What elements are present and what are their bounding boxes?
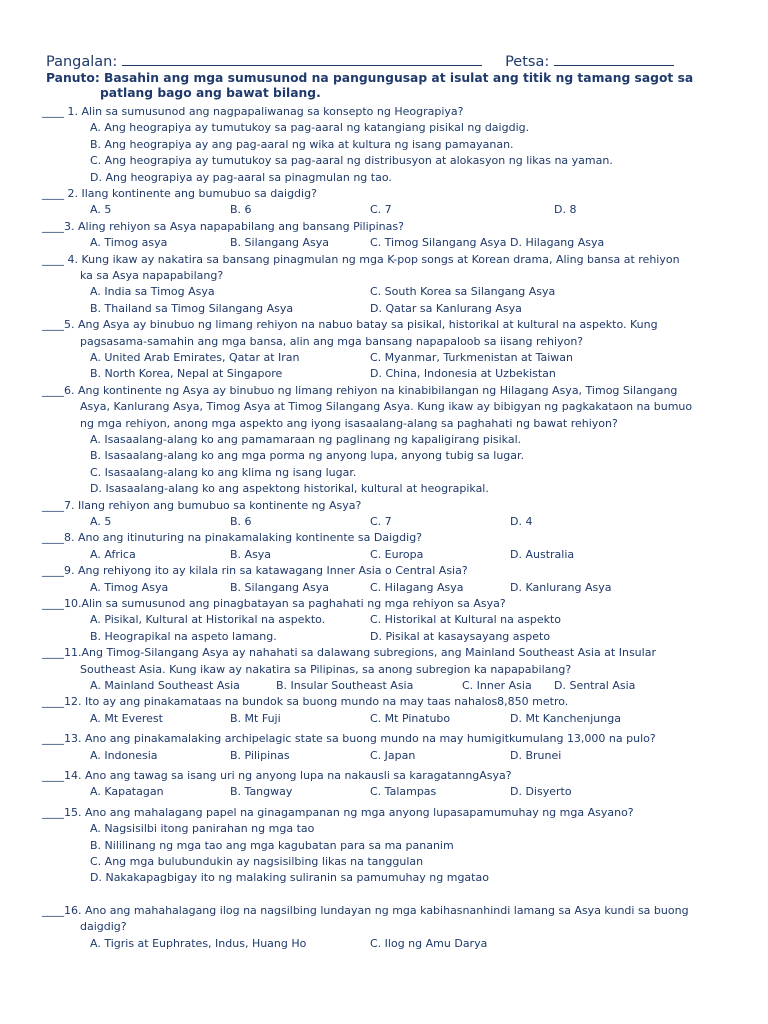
name-label: Pangalan: <box>46 54 118 70</box>
question-6 <box>42 383 742 498</box>
question-text: 6. Ang kontinente ng Asya ay binubuo ng limang rehiyon na kinabibilangan ng Hilagang Asya, Timog Silangang <box>64 383 678 397</box>
choice-c: B. Heograpikal na aspeto lamang. <box>90 629 277 643</box>
question-15 <box>42 805 742 887</box>
question-16 <box>42 903 742 952</box>
answer-blank[interactable]: ____ <box>42 564 64 578</box>
choice-d: D. Pisikal at kasaysayang aspeto <box>370 629 551 643</box>
answer-blank[interactable]: ____ <box>42 105 64 118</box>
choice-b: B. 6 <box>230 203 252 217</box>
choice-b: B. Asya <box>230 547 272 561</box>
date-label: Petsa: <box>505 54 550 70</box>
question-text: 3. Aling rehiyon sa Asya napapabilang ang bansang Pilipinas? <box>64 219 404 233</box>
choice-d: D. Isasaalang-alang ko ang aspektong historikal, kultural at heograpikal. <box>90 482 489 496</box>
choice-d: D. Ang heograpiya ay pag-aaral sa pinagmulan ng tao. <box>90 170 392 184</box>
question-text: 15. Ano ang mahalagang papel na ginagampanan ng mga anyong lupasapamumuhay ng mga Asyano? <box>64 805 634 819</box>
question-text-cont: ng mga rehiyon, anong mga aspekto ang iyong isasaalang-alang sa paghahati ng bawat rehiyon? <box>80 416 618 430</box>
question-7 <box>42 498 742 531</box>
choice-a: A. Ang heograpiya ay tumutukoy sa pag-aaral ng katangiang pisikal ng daigdig. <box>90 121 530 135</box>
answer-blank[interactable]: ____ <box>42 383 64 397</box>
answer-blank[interactable]: ____ <box>42 252 64 266</box>
choice-row <box>42 784 742 800</box>
question-4 <box>42 252 742 318</box>
answer-blank[interactable]: ____ <box>42 498 64 512</box>
question-9 <box>42 563 742 596</box>
choice-a: A. 5 <box>90 515 112 529</box>
choice-a: A. Mt Everest <box>90 711 163 725</box>
answer-blank[interactable]: ____ <box>42 695 64 709</box>
question-text: 11.Ang Timog-Silangang Asya ay nahahati sa dalawang subregions, ang Mainland Southeast Asia at Insular <box>64 646 656 660</box>
choice-a: A. Isasaalang-alang ko ang pamamaraan ng paglinang ng kapaligirang pisikal. <box>90 433 522 447</box>
choice-b: C. South Korea sa Silangang Asya <box>370 285 556 299</box>
choice-a: A. India sa Timog Asya <box>90 285 215 299</box>
question-text: 9. Ang rehiyong ito ay kilala rin sa katawagang Inner Asia o Central Asia? <box>64 564 468 578</box>
choice-b: B. Silangang Asya <box>230 236 330 250</box>
question-text: 14. Ano ang tawag sa isang uri ng anyong lupa na nakausli sa karagatanngAsya? <box>64 769 512 783</box>
choice-b: C. Ilog ng Amu Darya <box>370 936 488 950</box>
answer-blank[interactable]: ____ <box>42 805 64 819</box>
choice-row <box>42 235 742 251</box>
question-10 <box>42 596 742 645</box>
answer-blank[interactable]: ____ <box>42 903 64 917</box>
question-text-cont: pagsasama-samahin ang mga bansa, alin ang mga bansang napapaloob sa iisang rehiyon? <box>80 334 584 348</box>
choice-d: D. Disyerto <box>510 785 572 799</box>
choice-row <box>42 936 742 952</box>
choice-c: C. Ang mga bulubundukin ay nagsisilbing likas na tanggulan <box>90 855 424 869</box>
question-text: 13. Ano ang pinakamalaking archipelagic state sa buong mundo na may humigitkumulang 13,000 na pulo? <box>64 732 656 746</box>
choice-b: B. Pilipinas <box>230 748 290 762</box>
question-text: 7. Ilang rehiyon ang bumubuo sa kontinente ng Asya? <box>64 498 362 512</box>
choice-b: B. Nililinang ng mga tao ang mga kagubatan para sa ma pananim <box>90 838 454 852</box>
question-3 <box>42 219 742 252</box>
date-field[interactable] <box>554 53 674 66</box>
question-stem <box>42 383 742 399</box>
choice-b: B. Isasaalang-alang ko ang mga porma ng anyong lupa, anyong tubig sa lugar. <box>90 449 525 463</box>
choice-a: A. Indonesia <box>90 748 158 762</box>
choice-c: C. Isasaalang-alang ko ang klima ng isang lugar. <box>90 465 357 479</box>
question-text: 1. Alin sa sumusunod ang nagpapaliwanag sa konsepto ng Heograpiya? <box>64 105 464 118</box>
question-stem <box>42 252 742 268</box>
question-stem <box>42 563 742 579</box>
choice-b: B. Silangang Asya <box>230 580 330 594</box>
choice-d: D. 8 <box>554 203 577 217</box>
choice-a: A. Africa <box>90 547 136 561</box>
question-14 <box>42 768 742 801</box>
question-stem <box>42 317 742 333</box>
question-stem <box>42 694 742 710</box>
question-text: 16. Ano ang mahahalagang ilog na nagsilbing lundayan ng mga kabihasnanhindi lamang sa Asya kundi sa buong <box>64 903 689 917</box>
question-text: 8. Ano ang itinuturing na pinakamalaking kontinente sa Daigdig? <box>64 531 423 545</box>
choice-b: B. Insular Southeast Asia <box>276 679 414 693</box>
choice-b: B. 6 <box>230 515 252 529</box>
answer-blank[interactable]: ____ <box>42 597 64 611</box>
choice-b: C. Historikal at Kultural na aspekto <box>370 613 562 627</box>
choice-c: C. Europa <box>370 547 424 561</box>
choice-row <box>42 202 742 218</box>
question-2 <box>42 186 742 219</box>
choice-d: D. Hilagang Asya <box>510 236 605 250</box>
question-list <box>42 104 742 952</box>
choice-a: A. Timog Asya <box>90 580 169 594</box>
choice-row <box>42 547 742 563</box>
question-text: 5. Ang Asya ay binubuo ng limang rehiyon na nabuo batay sa pisikal, historikal at kultural na aspekto. Kung <box>64 318 658 332</box>
name-field[interactable] <box>122 53 482 66</box>
instruction-text-cont: patlang bago ang bawat bilang. <box>100 86 321 100</box>
question-text-cont: Southeast Asia. Kung ikaw ay nakatira sa Pilipinas, sa anong subregion ka napapabilang? <box>80 662 572 676</box>
choice-c: C. Hilagang Asya <box>370 580 464 594</box>
question-stem <box>42 768 742 784</box>
choice-row <box>42 301 742 317</box>
choice-row <box>42 350 742 366</box>
question-stem <box>42 186 742 202</box>
question-text: 10.Alin sa sumusunod ang pinagbatayan sa paghahati ng mga rehiyon sa Asya? <box>64 597 506 611</box>
choice-d: D. Sentral Asia <box>554 679 636 693</box>
choice-d: D. China, Indonesia at Uzbekistan <box>370 367 556 381</box>
answer-blank[interactable]: ____ <box>42 318 64 332</box>
choice-c: C. Mt Pinatubo <box>370 711 451 725</box>
choice-d: D. 4 <box>510 515 533 529</box>
question-stem <box>42 530 742 546</box>
question-text: 2. Ilang kontinente ang bumubuo sa daigdig? <box>64 187 317 201</box>
question-text: 12. Ito ay ang pinakamataas na bundok sa buong mundo na may taas nahalos8,850 metro. <box>64 695 569 709</box>
choice-c: B. North Korea, Nepal at Singapore <box>90 367 283 381</box>
choice-c: C. 7 <box>370 203 392 217</box>
choice-b: C. Myanmar, Turkmenistan at Taiwan <box>370 351 573 365</box>
question-stem <box>42 731 742 747</box>
choice-row <box>42 580 742 596</box>
question-stem <box>42 104 742 120</box>
question-11 <box>42 645 742 694</box>
choice-row <box>42 366 742 382</box>
instruction-text: Basahin ang mga sumusunod na pangungusap at isulat ang titik ng tamang sagot sa <box>104 71 694 85</box>
choice-d: D. Brunei <box>510 748 562 762</box>
choice-a: A. Nagsisilbi itong panirahan ng mga tao <box>90 822 315 836</box>
instructions <box>46 71 736 101</box>
question-12 <box>42 694 742 727</box>
choice-d: D. Mt Kanchenjunga <box>510 711 621 725</box>
question-stem <box>42 219 742 235</box>
choice-row <box>42 678 742 694</box>
answer-blank[interactable]: ____ <box>42 219 64 233</box>
choice-b: B. Mt Fuji <box>230 711 281 725</box>
question-text-cont: Asya, Kanlurang Asya, Timog Asya at Timog Silangang Asya. Kung ikaw ay bibigyan ng pagkakataon na bumuo <box>80 400 693 414</box>
question-stem <box>42 596 742 612</box>
header-line <box>46 53 674 71</box>
choice-c: C. Timog Silangang Asya <box>370 236 507 250</box>
answer-blank[interactable]: ____ <box>42 732 64 746</box>
choice-a: A. 5 <box>90 203 112 217</box>
question-5 <box>42 317 742 383</box>
question-stem <box>42 903 742 919</box>
question-stem <box>42 805 742 821</box>
choice-a: A. Kapatagan <box>90 785 164 799</box>
choice-a: A. Timog asya <box>90 236 168 250</box>
choice-c: C. Talampas <box>370 785 437 799</box>
answer-blank[interactable]: ____ <box>42 187 64 201</box>
question-text-cont: ka sa Asya napapabilang? <box>80 269 224 283</box>
choice-b: B. Ang heograpiya ay ang pag-aaral ng wika at kultura ng isang pamayanan. <box>90 137 514 151</box>
choice-row <box>42 284 742 300</box>
choice-a: A. Mainland Southeast Asia <box>90 679 240 693</box>
question-text: 4. Kung ikaw ay nakatira sa bansang pinagmulan ng mga K-pop songs at Korean drama, Aling bansa at rehiyon <box>64 252 680 266</box>
question-stem <box>42 645 742 661</box>
choice-d: D. Kanlurang Asya <box>510 580 612 594</box>
choice-a: A. Tigris at Euphrates, Indus, Huang Ho <box>90 936 307 950</box>
instruction-label: Panuto: <box>46 71 100 85</box>
choice-a: A. Pisikal, Kultural at Historikal na aspekto. <box>90 613 326 627</box>
choice-row <box>42 514 742 530</box>
choice-a: A. United Arab Emirates, Qatar at Iran <box>90 351 300 365</box>
answer-blank[interactable]: ____ <box>42 769 64 783</box>
choice-row <box>42 629 742 645</box>
choice-row <box>42 711 742 727</box>
choice-c: C. Inner Asia <box>462 679 532 693</box>
choice-row <box>42 612 742 628</box>
choice-row <box>42 748 742 764</box>
choice-c: C. Japan <box>370 748 416 762</box>
choice-d: D. Australia <box>510 547 575 561</box>
question-8 <box>42 530 742 563</box>
choice-c: C. Ang heograpiya ay tumutukoy sa pag-aaral ng distribusyon at alokasyon ng likas na yaman. <box>90 154 613 168</box>
choice-d: D. Qatar sa Kanlurang Asya <box>370 301 522 315</box>
choice-d: D. Nakakapagbigay ito ng malaking suliranin sa pamumuhay ng mgatao <box>90 871 489 885</box>
question-1 <box>42 104 742 186</box>
question-text-cont: daigdig? <box>80 920 127 934</box>
choice-c: B. Thailand sa Timog Silangang Asya <box>90 301 294 315</box>
question-stem <box>42 498 742 514</box>
choice-c: C. 7 <box>370 515 392 529</box>
answer-blank[interactable]: ____ <box>42 646 64 660</box>
choice-b: B. Tangway <box>230 785 293 799</box>
question-13 <box>42 731 742 764</box>
answer-blank[interactable]: ____ <box>42 531 64 545</box>
